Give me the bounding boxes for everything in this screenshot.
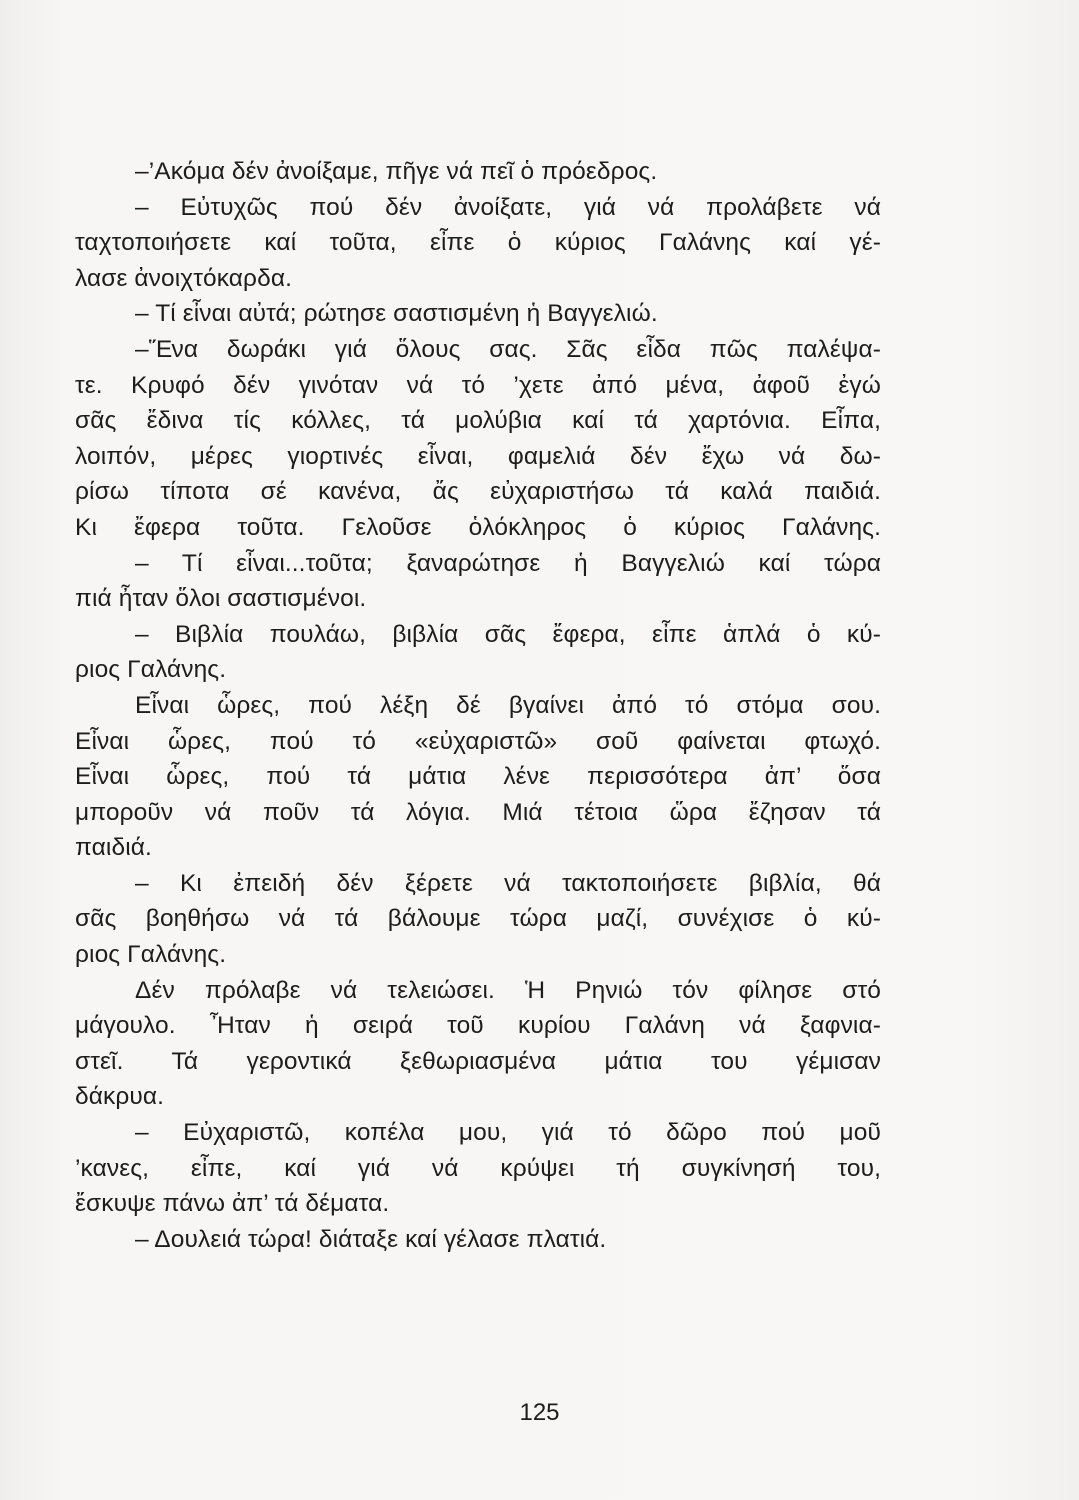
text-line: Δέν πρόλαβε νά τελειώσει. Ἡ Ρηνιώ τόν φίλησε στό — [135, 976, 881, 1004]
text-line: Εἶναι ὧρες, πού τό «εὐχαριστῶ» σοῦ φαίνεται φτωχό. — [75, 727, 881, 755]
text-line: τε. Κρυφό δέν γινόταν νά τό ’χετε ἀπό μένα, ἀφοῦ ἐγώ — [75, 371, 881, 399]
text-line: μποροῦν νά ποῦν τά λόγια. Μιά τέτοια ὥρα ἔζησαν τά — [75, 798, 881, 826]
text-line: ριος Γαλάνης. — [75, 941, 227, 969]
text-line: – Τί εἶναι αὐτά; ρώτησε σαστισμένη ἡ Βαγγελιώ. — [135, 300, 658, 328]
text-line: Εἶναι ὧρες, πού λέξη δέ βγαίνει ἀπό τό στόμα σου. — [135, 691, 881, 719]
text-line: σᾶς βοηθήσω νά τά βάλουμε τώρα μαζί, συνέχισε ὁ κύ- — [75, 905, 881, 933]
text-line: ριος Γαλάνης. — [75, 656, 227, 684]
text-line: πιά ἦταν ὅλοι σαστισμένοι. — [75, 585, 367, 613]
text-line: – Τί εἶναι...τοῦτα; ξαναρώτησε ἡ Βαγγελιώ καί τώρα — [135, 549, 881, 577]
page-number: 125 — [519, 1399, 560, 1426]
text-line: ’κανες, εἶπε, καί γιά νά κρύψει τή συγκίνησή του, — [75, 1154, 881, 1182]
text-line: σᾶς ἔδινα τίς κόλλες, τά μολύβια καί τά χαρτόνια. Εἶπα, — [75, 407, 881, 435]
text-line: Κι ἔφερα τοῦτα. Γελοῦσε ὁλόκληρος ὁ κύριος Γαλάνης. — [75, 513, 881, 541]
text-line: παιδιά. — [75, 834, 152, 862]
text-line: ἔσκυψε πάνω ἀπ’ τά δέματα. — [75, 1190, 390, 1218]
text-line: λασε ἀνοιχτόκαρδα. — [75, 264, 293, 292]
text-line: – Δουλειά τώρα! διάταξε καί γέλασε πλατιά. — [135, 1225, 607, 1253]
text-line: μάγουλο. Ἦταν ἡ σειρά τοῦ κυρίου Γαλάνη νά ξαφνια- — [75, 1012, 881, 1040]
text-line: –’Ακόμα δέν ἀνοίξαμε, πῆγε νά πεῖ ὁ πρόεδρος. — [135, 158, 658, 185]
text-line: δάκρυα. — [75, 1083, 165, 1111]
text-line: Εἶναι ὧρες, πού τά μάτια λένε περισσότερα ἀπ’ ὅσα — [75, 763, 881, 791]
text-line: λοιπόν, μέρες γιορτινές εἶναι, φαμελιά δέν ἔχω νά δω- — [75, 442, 881, 470]
text-line: – Βιβλία πουλάω, βιβλία σᾶς ἔφερα, εἶπε ἁπλά ὁ κύ- — [135, 620, 881, 648]
text-line: – Εὐχαριστῶ, κοπέλα μου, γιά τό δῶρο πού μοῦ — [135, 1119, 881, 1147]
text-line: –Ἕνα δωράκι γιά ὅλους σας. Σᾶς εἶδα πῶς παλέψα- — [135, 335, 881, 363]
text-line: – Εὐτυχῶς πού δέν ἀνοίξατε, γιά νά προλάβετε νά — [135, 193, 881, 221]
body-text — [75, 154, 881, 1257]
text-line: ρίσω τίποτα σέ κανένα, ἄς εὐχαριστήσω τά καλά παιδιά. — [75, 478, 881, 506]
text-line: – Κι ἐπειδή δέν ξέρετε νά τακτοποιήσετε βιβλία, θά — [135, 869, 881, 897]
text-line: ταχτοποιήσετε καί τοῦτα, εἶπε ὁ κύριος Γαλάνης καί γέ- — [75, 229, 881, 257]
text-line: στεῖ. Τά γεροντικά ξεθωριασμένα μάτια του γέμισαν — [75, 1047, 881, 1075]
